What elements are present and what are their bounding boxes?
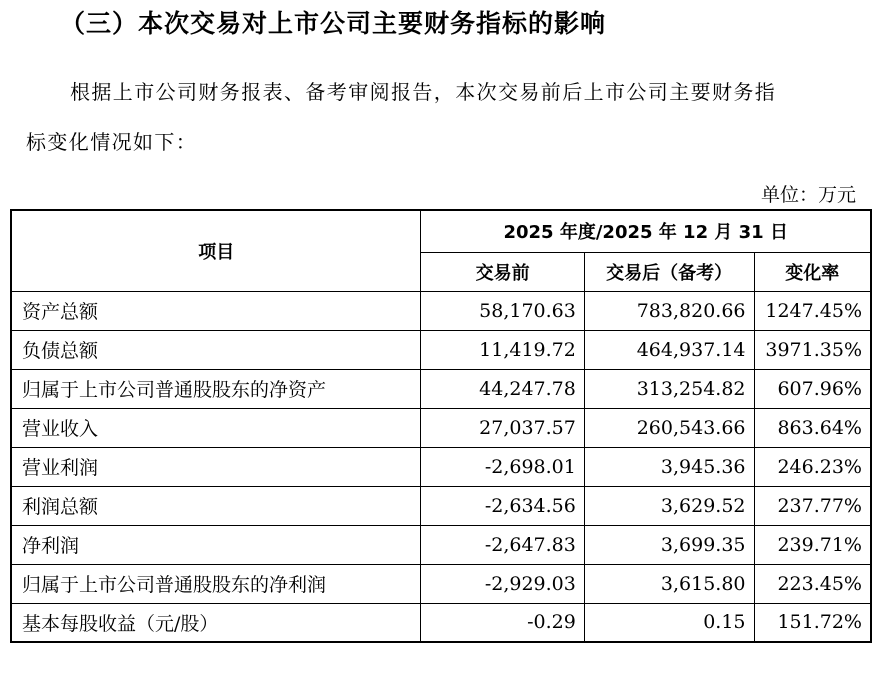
- after-value: 0.15: [584, 603, 754, 642]
- before-value: -2,698.01: [421, 447, 584, 486]
- intro-paragraph-line-1: 根据上市公司财务报表、备考审阅报告，本次交易前后上市公司主要财务指: [70, 80, 777, 104]
- before-value: 58,170.63: [421, 291, 584, 330]
- period-header: 2025 年度/2025 年 12 月 31 日: [421, 210, 871, 252]
- before-value: -2,647.83: [421, 525, 584, 564]
- unit-label: 单位：万元: [760, 184, 856, 206]
- after-value: 3,629.52: [584, 486, 754, 525]
- after-value: 3,945.36: [584, 447, 754, 486]
- row-label: 基本每股收益（元/股）: [11, 603, 421, 642]
- change-rate: 1247.45%: [754, 291, 871, 330]
- after-value: 783,820.66: [584, 291, 754, 330]
- change-column-header: 变化率: [754, 252, 871, 291]
- table-row: [11, 369, 871, 408]
- table-row: [11, 330, 871, 369]
- after-value: 3,699.35: [584, 525, 754, 564]
- change-rate: 151.72%: [754, 603, 871, 642]
- change-rate: 607.96%: [754, 369, 871, 408]
- table-row: [11, 408, 871, 447]
- change-rate: 246.23%: [754, 447, 871, 486]
- after-value: 313,254.82: [584, 369, 754, 408]
- after-value: 3,615.80: [584, 564, 754, 603]
- table-row: [11, 603, 871, 642]
- row-label: 资产总额: [11, 291, 421, 330]
- table-row: [11, 564, 871, 603]
- row-label: 负债总额: [11, 330, 421, 369]
- change-rate: 863.64%: [754, 408, 871, 447]
- row-label: 营业利润: [11, 447, 421, 486]
- before-value: -0.29: [421, 603, 584, 642]
- change-rate: 223.45%: [754, 564, 871, 603]
- intro-paragraph-line-2: 标变化情况如下：: [26, 130, 198, 154]
- before-value: 11,419.72: [421, 330, 584, 369]
- after-value: 260,543.66: [584, 408, 754, 447]
- change-rate: 3971.35%: [754, 330, 871, 369]
- table-row: [11, 486, 871, 525]
- change-rate: 237.77%: [754, 486, 871, 525]
- table-row: [11, 291, 871, 330]
- after-column-header: 交易后（备考）: [584, 252, 754, 291]
- after-value: 464,937.14: [584, 330, 754, 369]
- change-rate: 239.71%: [754, 525, 871, 564]
- before-value: 44,247.78: [421, 369, 584, 408]
- section-heading: （三）本次交易对上市公司主要财务指标的影响: [60, 9, 607, 38]
- before-column-header: 交易前: [421, 252, 584, 291]
- before-value: -2,634.56: [421, 486, 584, 525]
- row-label: 归属于上市公司普通股股东的净资产: [11, 369, 421, 408]
- table-row: [11, 447, 871, 486]
- row-label: 净利润: [11, 525, 421, 564]
- item-column-header: 项目: [11, 210, 421, 291]
- table-row: [11, 525, 871, 564]
- financial-indicators-table: [10, 209, 872, 643]
- before-value: -2,929.03: [421, 564, 584, 603]
- before-value: 27,037.57: [421, 408, 584, 447]
- row-label: 归属于上市公司普通股股东的净利润: [11, 564, 421, 603]
- row-label: 营业收入: [11, 408, 421, 447]
- row-label: 利润总额: [11, 486, 421, 525]
